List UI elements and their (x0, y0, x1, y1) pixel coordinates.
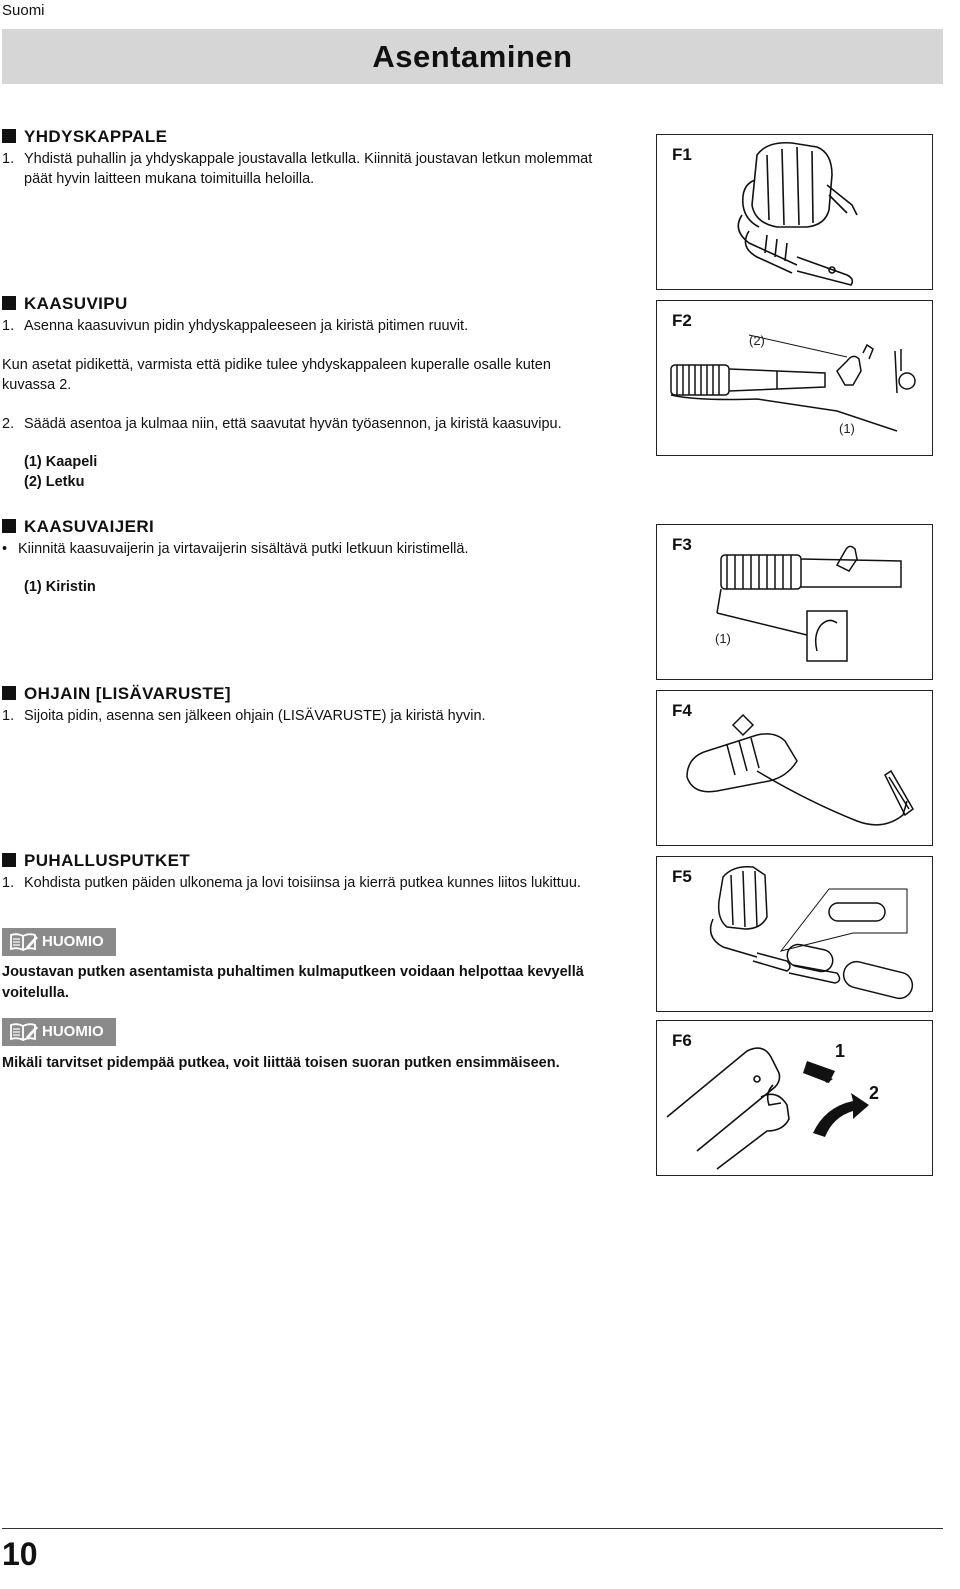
label-kiristin: (1) Kiristin (24, 579, 96, 595)
step-ohjain-1 (2, 706, 602, 726)
note-text-1: Joustavan putken asentamista puhaltimen kulmaputkeen voidaan helpottaa kevyellä voitelulla. (2, 964, 584, 1001)
step-number: 1. (2, 875, 15, 891)
step-kaasuvipu-1 (2, 316, 602, 336)
section-heading-kaasuvipu (2, 294, 128, 314)
figure-f5 (656, 856, 933, 1012)
step-number: 1. (2, 151, 15, 167)
black-square-icon (2, 853, 16, 867)
black-square-icon (2, 296, 16, 310)
heading-text: KAASUVIPU (24, 294, 128, 313)
figure-label: F1 (672, 145, 692, 164)
bullet-text: Kiinnitä kaasuvaijerin ja virtavaijerin sisältävä putki letkuun kiristimellä. (18, 541, 469, 557)
note-badge-1 (2, 928, 116, 956)
callout-1: (1) (839, 421, 855, 436)
title-bar (2, 29, 943, 84)
black-square-icon (2, 519, 16, 533)
step-number: 2. (2, 416, 15, 432)
section-heading-yhdyskappale (2, 127, 167, 147)
black-square-icon (2, 686, 16, 700)
step-text: Kohdista putken päiden ulkonema ja lovi toisiinsa ja kierrä putkea kunnes liitos lukittuu. (24, 875, 581, 891)
figure-label: F6 (672, 1031, 692, 1050)
footer-divider (2, 1528, 943, 1529)
figure-label: F5 (672, 867, 692, 886)
step-text: Asenna kaasuvivun pidin yhdyskappaleeseen ja kiristä pitimen ruuvit. (24, 318, 469, 334)
pipe-joint-illustration (657, 1021, 934, 1177)
section-heading-kaasuvaijeri (2, 517, 154, 537)
figure-f3 (656, 524, 933, 680)
figure-f2 (656, 300, 933, 456)
step-text: Yhdistä puhallin ja yhdyskappale joustavalla letkulla. Kiinnitä joustavan letkun molemmat päät hyvin laitteen mukana toimituilla heloilla. (24, 151, 593, 187)
page-number: 10 (2, 1536, 38, 1572)
step-kaasuvipu-2 (2, 414, 602, 434)
arrow-label-1: 1 (835, 1041, 846, 1061)
step-yhdyskappale-1 (2, 149, 602, 189)
book-pencil-icon (10, 933, 38, 951)
figure-label: F3 (672, 535, 692, 554)
heading-text: PUHALLUSPUTKET (24, 851, 191, 870)
guide-handle-illustration (657, 691, 934, 847)
note-label: HUOMIO (42, 933, 104, 950)
callout-1: (1) (715, 631, 731, 646)
figure-label: F4 (672, 701, 692, 720)
figure-f4 (656, 690, 933, 846)
heading-text: KAASUVAIJERI (24, 517, 155, 536)
heading-text: OHJAIN [LISÄVARUSTE] (24, 684, 231, 703)
paragraph-kaasuvipu: Kun asetat pidikettä, varmista että pidike tulee yhdyskappaleen kuperalle osalle kuten kuvassa 2. (2, 357, 551, 393)
label-letku: (2) Letku (24, 474, 85, 490)
throttle-lever-illustration (657, 301, 934, 457)
section-heading-ohjain (2, 684, 231, 704)
page-title: Asentaminen (372, 39, 573, 74)
book-pencil-icon (10, 1023, 38, 1041)
bullet-dot: • (2, 541, 8, 557)
throttle-cable-illustration (657, 525, 934, 681)
label-kaapeli: (1) Kaapeli (24, 454, 98, 470)
figure-label: F2 (672, 311, 692, 330)
step-text: Sijoita pidin, asenna sen jälkeen ohjain (LISÄVARUSTE) ja kiristä hyvin. (24, 708, 486, 724)
heading-text: YHDYSKAPPALE (24, 127, 168, 146)
bullet-kaasuvaijeri (2, 539, 602, 559)
callout-2: (2) (749, 333, 765, 348)
black-square-icon (2, 129, 16, 143)
step-puhallusputket-1 (2, 873, 602, 893)
step-number: 1. (2, 708, 15, 724)
note-badge-2 (2, 1018, 116, 1046)
figure-f6 (656, 1020, 933, 1176)
arrow-label-2: 2 (869, 1083, 880, 1103)
blower-backpack-illustration (657, 135, 934, 291)
language-label: Suomi (2, 2, 45, 19)
note-text-2: Mikäli tarvitset pidempää putkea, voit liittää toisen suoran putken ensimmäiseen. (2, 1055, 560, 1071)
step-number: 1. (2, 318, 15, 334)
section-heading-puhallusputket (2, 851, 190, 871)
blower-pipes-illustration (657, 857, 934, 1013)
note-label: HUOMIO (42, 1023, 104, 1040)
step-text: Säädä asentoa ja kulmaa niin, että saavutat hyvän työasennon, ja kiristä kaasuvipu. (24, 416, 562, 432)
figure-f1 (656, 134, 933, 290)
